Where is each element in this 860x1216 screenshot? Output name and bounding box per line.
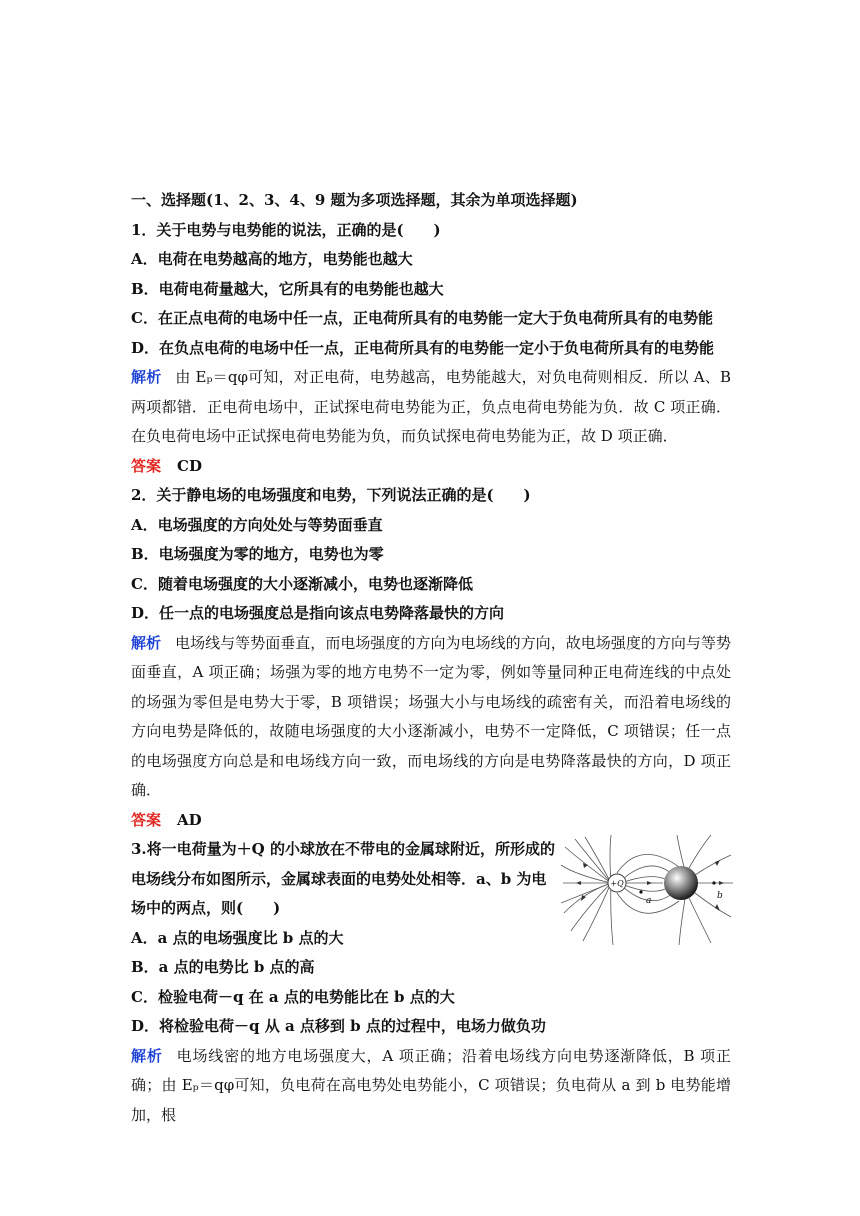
answer (131, 806, 731, 836)
option-d: D．在负点电荷的电场中任一点，正电荷所具有的电势能一定小于负电荷所具有的电势能 (131, 338, 715, 357)
point-b-label: b (717, 891, 723, 901)
question-stem-line: 场中的两点，则( ) (131, 899, 281, 917)
analysis (131, 629, 731, 806)
question-stem-line: 3.将一电荷量为＋Q 的小球放在不带电的金属球附近，所形成的 (131, 840, 555, 858)
analysis-label: 解析 (131, 1046, 163, 1065)
answer-label: 答案 (131, 456, 162, 475)
option-a: A．a 点的电场强度比 b 点的大 (131, 928, 344, 947)
question-stem (131, 835, 556, 924)
metal-sphere (664, 866, 698, 900)
document-content (131, 186, 731, 1130)
section-title: 一、选择题(1、2、3、4、9 题为多项选择题，其余为单项选择题) (131, 191, 578, 209)
option-d: D．将检验电荷－q 从 a 点移到 b 点的过程中，电场力做负功 (131, 1017, 546, 1035)
option-b: B．a 点的电势比 b 点的高 (131, 958, 315, 976)
analysis-label: 解析 (131, 633, 162, 652)
analysis (131, 363, 731, 452)
answer-value: CD (177, 456, 202, 475)
option-c: C．随着电场强度的大小逐渐减小，电势也逐渐降低 (131, 574, 473, 593)
point-a-dot (639, 890, 642, 893)
analysis-text: 电场线与等势面垂直，而电场强度的方向为电场线的方向，故电场强度的方向与等势面垂直，A 项正确；场强为零的地方电势不一定为零，例如等量同种正电荷连线的中点处的场强为零但是电势大于零，B 项错误；场强大小与电场线的疏密有关，而沿着电场线的方向电势是降低的，故随电场强度的大小逐渐减小，电势不一定降低，C 项错误；任一点的电场强度方向总是和电场线方向一致，而电场线的方向是电势降落最快的方向，D 项正确． (131, 633, 731, 799)
option-c: C．在正点电荷的电场中任一点，正电荷所具有的电势能一定大于负电荷所具有的电势能 (131, 309, 713, 327)
question-1 (131, 216, 731, 482)
answer-label: 答案 (131, 810, 162, 829)
option-c: C．检验电荷－q 在 a 点的电势能比在 b 点的大 (131, 987, 455, 1006)
field-lines (561, 835, 733, 945)
option-a: A．电场强度的方向处处与等势面垂直 (131, 515, 383, 534)
analysis (131, 1042, 731, 1131)
option-a: A．电荷在电势越高的地方，电势能也越大 (131, 250, 413, 268)
answer (131, 452, 731, 482)
question-stem: 1．关于电势与电势能的说法，正确的是( ) (131, 220, 441, 239)
option-b: B．电荷电荷量越大，它所具有的电势能也越大 (131, 279, 444, 298)
analysis-label: 解析 (131, 368, 162, 386)
option-d: D．任一点的电场强度总是指向该点电势降落最快的方向 (131, 604, 505, 622)
analysis-text: 电场线密的地方电场强度大，A 项正确；沿着电场线方向电势逐渐降低，B 项正确；由 Eₚ＝qφ可知，负电荷在高电势处电势能小，C 项错误；负电荷从 a 到 b 电势能增加，根 (131, 1046, 731, 1124)
analysis-text: 由 Eₚ＝qφ可知，对正电荷，电势越高，电势能越大，对负电荷则相反．所以 A、B 两项都错．正电荷电场中，正试探电荷电势能为正，负点电荷电势能为负．故 C 项正确．在负电荷电场中正试探电荷电势能为负，而负试探电荷电势能为正，故 D 项正确． (131, 368, 731, 445)
option-b: B．电场强度为零的地方，电势也为零 (131, 545, 384, 563)
point-a-label: a (646, 896, 652, 906)
question-3 (131, 835, 731, 1130)
point-b-dot (712, 881, 715, 884)
charge-label: +Q (610, 879, 624, 888)
question-2 (131, 481, 731, 835)
question-stem-line: 电场线分布如图所示，金属球表面的电势处处相等．a、b 为电 (131, 869, 547, 888)
answer-value: AD (177, 810, 202, 829)
electric-field-figure (561, 835, 733, 945)
question-stem: 2．关于静电场的电场强度和电势，下列说法正确的是( ) (131, 486, 531, 504)
